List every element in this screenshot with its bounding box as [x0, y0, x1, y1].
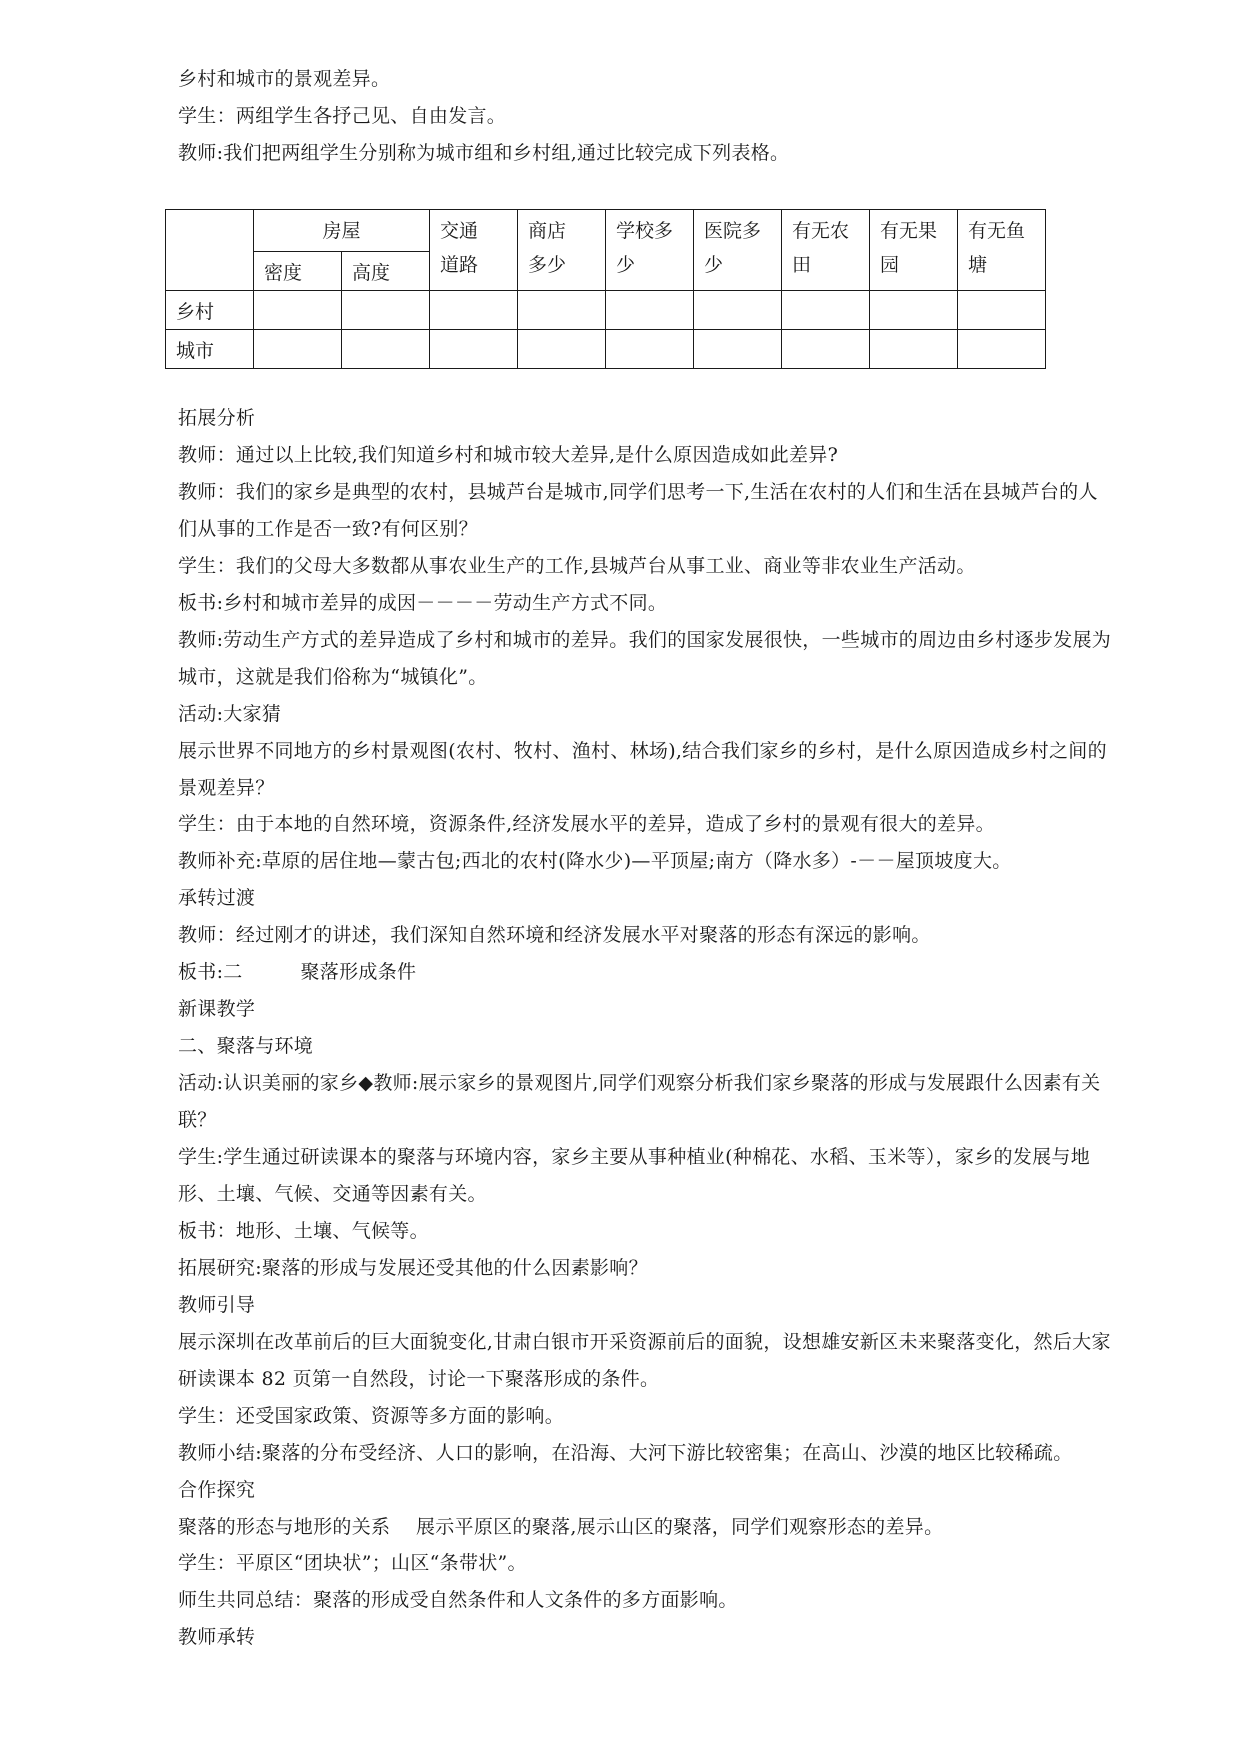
- text-line: 承转过渡: [178, 887, 256, 909]
- text-line: 教师承转: [178, 1626, 256, 1648]
- text-line: 景观差异？: [178, 777, 275, 799]
- table-header-cell: 学校多 少: [606, 210, 694, 291]
- table-header-housing: 房屋: [254, 210, 430, 252]
- table-header-cell: 有无鱼 塘: [958, 210, 1046, 291]
- text-line: 活动:认识美丽的家乡◆教师:展示家乡的景观图片,同学们观察分析我们家乡聚落的形成与发展跟什么因素有关: [178, 1072, 1101, 1094]
- text-line: 学生：我们的父母大多数都从事农业生产的工作,县城芦台从事工业、商业等非农业生产活动。: [178, 555, 976, 577]
- text-line: 活动:大家猜: [178, 703, 282, 725]
- text-line: 们从事的工作是否一致?有何区别？: [178, 518, 478, 540]
- table-header-cell: 商店 多少: [518, 210, 606, 291]
- text-line: 板书:乡村和城市差异的成因－－－－劳动生产方式不同。: [178, 592, 668, 614]
- table-subheader-height: 高度: [342, 252, 430, 291]
- comparison-table: [165, 209, 1046, 369]
- text-line: 拓展研究:聚落的形成与发展还受其他的什么因素影响？: [178, 1257, 648, 1279]
- text-line: 教师：我们的家乡是典型的农村，县城芦台是城市,同学们思考一下,生活在农村的人们和生活在县城芦台的人: [178, 481, 1098, 503]
- text-line: 学生：还受国家政策、资源等多方面的影响。: [178, 1405, 565, 1427]
- text-line: 学生：两组学生各抒己见、自由发言。: [178, 105, 507, 127]
- text-line: 联？: [178, 1109, 217, 1131]
- table-row-label: 城市: [166, 330, 254, 369]
- table-header-cell: 有无农 田: [782, 210, 870, 291]
- text-line: 教师:劳动生产方式的差异造成了乡村和城市的差异。我们的国家发展很快，一些城市的周边由乡村逐步发展为: [178, 629, 1112, 651]
- text-line: 板书:二 聚落形成条件: [178, 961, 417, 983]
- text-line: 教师:我们把两组学生分别称为城市组和乡村组,通过比较完成下列表格。: [178, 142, 790, 164]
- text-line: 教师小结:聚落的分布受经济、人口的影响，在沿海、大河下游比较密集；在高山、沙漠的地区比较稀疏。: [178, 1442, 1073, 1464]
- table-header-cell: 医院多 少: [694, 210, 782, 291]
- table-row: [166, 291, 1046, 330]
- text-line: 教师引导: [178, 1294, 256, 1316]
- text-line: 聚落的形态与地形的关系 展示平原区的聚落,展示山区的聚落，同学们观察形态的差异。: [178, 1516, 944, 1538]
- text-line: 合作探究: [178, 1479, 256, 1501]
- text-line: 形、土壤、气候、交通等因素有关。: [178, 1183, 487, 1205]
- text-line: 教师：经过刚才的讲述，我们深知自然环境和经济发展水平对聚落的形态有深远的影响。: [178, 924, 931, 946]
- text-line: 展示深圳在改革前后的巨大面貌变化,甘肃白银市开采资源前后的面貌，设想雄安新区未来聚落变化，然后大家: [178, 1331, 1111, 1353]
- text-line: 学生：平原区“团块状”；山区“条带状”。: [178, 1552, 527, 1574]
- text-line: 学生：由于本地的自然环境，资源条件,经济发展水平的差异，造成了乡村的景观有很大的差异。: [178, 813, 995, 835]
- text-line: 展示世界不同地方的乡村景观图(农村、牧村、渔村、林场),结合我们家乡的乡村，是什么原因造成乡村之间的: [178, 740, 1107, 762]
- table-row: [166, 330, 1046, 369]
- text-line: 拓展分析: [178, 407, 256, 429]
- table-corner-cell: [166, 210, 254, 291]
- text-line: 学生:学生通过研读课本的聚落与环境内容，家乡主要从事种植业(种棉花、水稻、玉米等），家乡的发展与地: [178, 1146, 1091, 1168]
- table-header-cell: 有无果 园: [870, 210, 958, 291]
- text-line: 教师：通过以上比较,我们知道乡村和城市较大差异,是什么原因造成如此差异?: [178, 444, 839, 466]
- text-line: 乡村和城市的景观差异。: [178, 68, 391, 90]
- text-line: 城市，这就是我们俗称为“城镇化”。: [178, 666, 488, 688]
- table-header-cell: 交通 道路: [430, 210, 518, 291]
- text-line: 板书：地形、土壤、气候等。: [178, 1220, 429, 1242]
- text-line: 新课教学: [178, 998, 256, 1020]
- table-subheader-density: 密度: [254, 252, 342, 291]
- text-line: 二、聚落与环境: [178, 1035, 314, 1057]
- text-line: 师生共同总结：聚落的形成受自然条件和人文条件的多方面影响。: [178, 1589, 738, 1611]
- table-row-label: 乡村: [166, 291, 254, 330]
- text-line: 教师补充:草原的居住地—蒙古包;西北的农村(降水少)—平顶屋;南方（降水多）-－－屋顶坡度大。: [178, 850, 1012, 872]
- text-line: 研读课本 82 页第一自然段，讨论一下聚落形成的条件。: [178, 1368, 660, 1390]
